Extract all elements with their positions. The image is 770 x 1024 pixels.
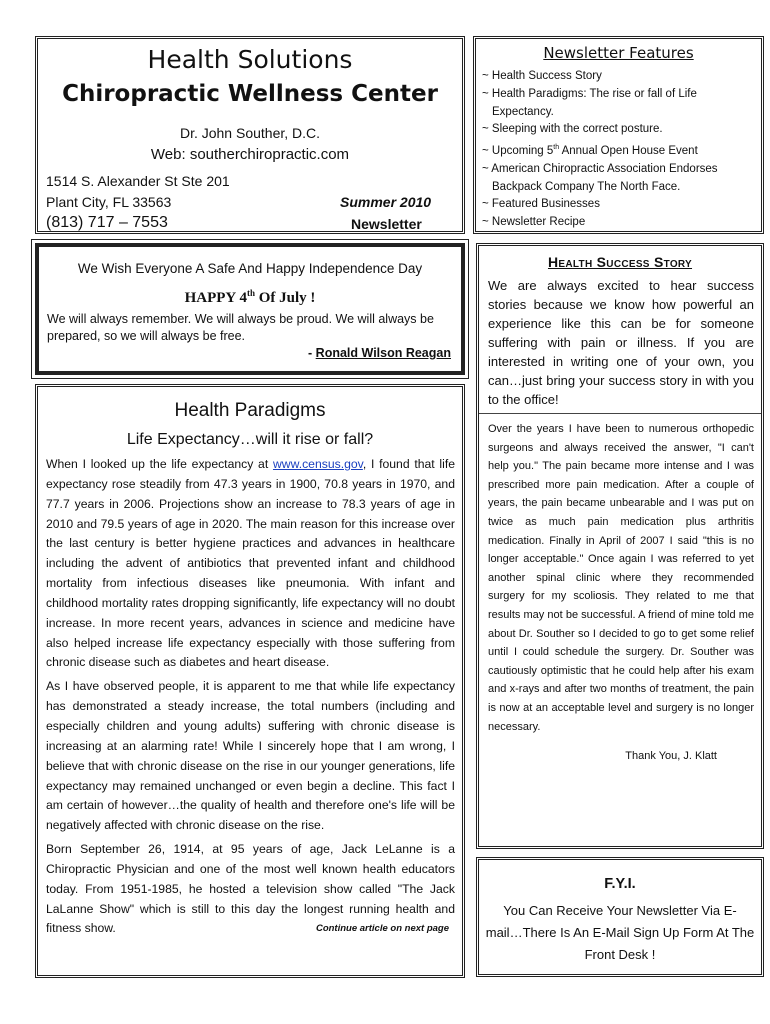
health-paradigms-article xyxy=(35,384,465,978)
continue-note: Continue article on next page xyxy=(315,923,449,935)
article-subtitle: Life Expectancy…will it rise or fall? xyxy=(126,431,374,448)
list-item: ~ American Chiropractic Association Endorses xyxy=(482,162,718,175)
issue-season: Summer 2010 xyxy=(340,194,432,210)
fyi-text: You Can Receive Your Newsletter Via E-mail…There Is An E-Mail Sign Up Form At The Front Desk ! xyxy=(485,903,755,962)
fyi-title: F.Y.I. xyxy=(604,876,636,892)
issue-label: Newsletter xyxy=(351,216,422,232)
quote-attribution: - Ronald Wilson Reagan xyxy=(308,346,451,360)
success-intro: We are always excited to hear success stories because we know how powerful an experience like this can be for someone suffering with pain or illness. If you are interested in writing one of your own, you can…just bring your success story in with you to the office! xyxy=(488,278,754,407)
article-paragraph: As I have observed people, it is apparent to me that while life expectancy has demonstrated a steady increase, the total numbers (including and especially children and young adults) suffering with chronic disease is increasing at an alarming rate! While I sincerely hope that I am wrong, I believe that with chronic disease on the rise in our younger generations, life expectancy may remained unchanged or even begin a decline. This fact I am certain of however…the quality of health and therefore one's life will be negatively affected with chronic disease on the rise. xyxy=(46,679,455,833)
holiday-quote: We will always remember. We will always be proud. We will always be prepared, so we will always be free. xyxy=(47,312,434,343)
article-paragraph: Born September 26, 1914, at 95 years of age, Jack LeLanne is a Chiropractic Physician and one of the most well known health educators today. From 1951-1985, he hosted a television show called "The Jack LaLanne Show" which is still to this day the longest running health and fitness show. Continue article on next page xyxy=(46,840,455,939)
holiday-wish: We Wish Everyone A Safe And Happy Independence Day xyxy=(77,261,423,276)
website: Web: southerchiropractic.com xyxy=(150,146,350,163)
phone-number: (813) 717 – 7553 xyxy=(46,214,168,231)
list-item: ~ Upcoming 5th Annual Open House Event xyxy=(482,144,698,158)
features-list xyxy=(476,68,761,232)
success-signature: Thank You, J. Klatt xyxy=(625,750,717,763)
list-item: Backpack Company The North Face. xyxy=(492,180,681,193)
doctor-name: Dr. John Souther, D.C. xyxy=(179,125,321,141)
independence-day-box xyxy=(35,243,465,375)
list-item: ~ Health Paradigms: The rise or fall of Life xyxy=(482,87,697,100)
fyi-box xyxy=(476,857,764,977)
list-item: ~ Featured Businesses xyxy=(482,198,600,211)
features-box xyxy=(473,36,764,234)
practice-name: Health Solutions xyxy=(147,45,353,74)
list-item: Expectancy. xyxy=(492,105,554,118)
success-story-text: Over the years I have been to numerous orthopedic surgeons and always received the answer, "I can't help you." The pain became more intense and I was prescribed more pain medication. After a couple of years, the pain became unbearable and I was put on twice as much pain medication plus arthritis medication. Finally in April of 2007 I said "this is no longer acceptable." Once again I was referred to yet another spinal clinic where they recommended surgery for my scoliosis. They related to me that results may not be successful. A friend of mine told me about Dr. Souther so I decided to go to get some relief until I could schedule the surgery. Dr. Souther was cautiously optimistic that he could help after his exam and x-rays and after two months of treatment, the pain is now at an acceptable level and surgery is no longer necessary. xyxy=(488,423,754,733)
article-title: Health Paradigms xyxy=(174,400,326,421)
list-item: ~ Health Success Story xyxy=(482,70,602,82)
census-link[interactable]: www.census.gov xyxy=(272,457,363,471)
list-item: ~ Sleeping with the correct posture. xyxy=(482,123,663,136)
success-story-box xyxy=(476,243,764,849)
address-street: 1514 S. Alexander St Ste 201 xyxy=(46,173,230,189)
success-title: Health Success Story xyxy=(547,254,693,270)
article-paragraph: When I looked up the life expectancy at www.census.gov, I found that life expectancy rose steadily from 47.3 years in 1900, 70.8 years in 1970, and 77.7 years in 2006. Projections show an increase to 78.3 years of age in 2010 and 79.5 years of age in 2020. The main reason for this increase over the last century is better hygiene practices and advances in healthcare including the advent of antibiotics that prevented infant and childhood mortality from infectious diseases like pneumonia. With infant and childhood mortality rates dropping significantly, life expectancy will no doubt increase. In more recent years, advances in science and medicine have also helped increase life expectancy especially with those suffering from chronic disease such as diabetes and heart disease. xyxy=(46,457,455,670)
practice-subtitle: Chiropractic Wellness Center xyxy=(62,81,438,107)
features-title: Newsletter Features xyxy=(543,44,694,62)
masthead-box xyxy=(35,36,465,234)
address-city: Plant City, FL 33563 xyxy=(46,194,172,210)
holiday-heading: HAPPY 4th Of July ! xyxy=(184,288,316,306)
list-item: ~ Newsletter Recipe xyxy=(482,216,586,229)
